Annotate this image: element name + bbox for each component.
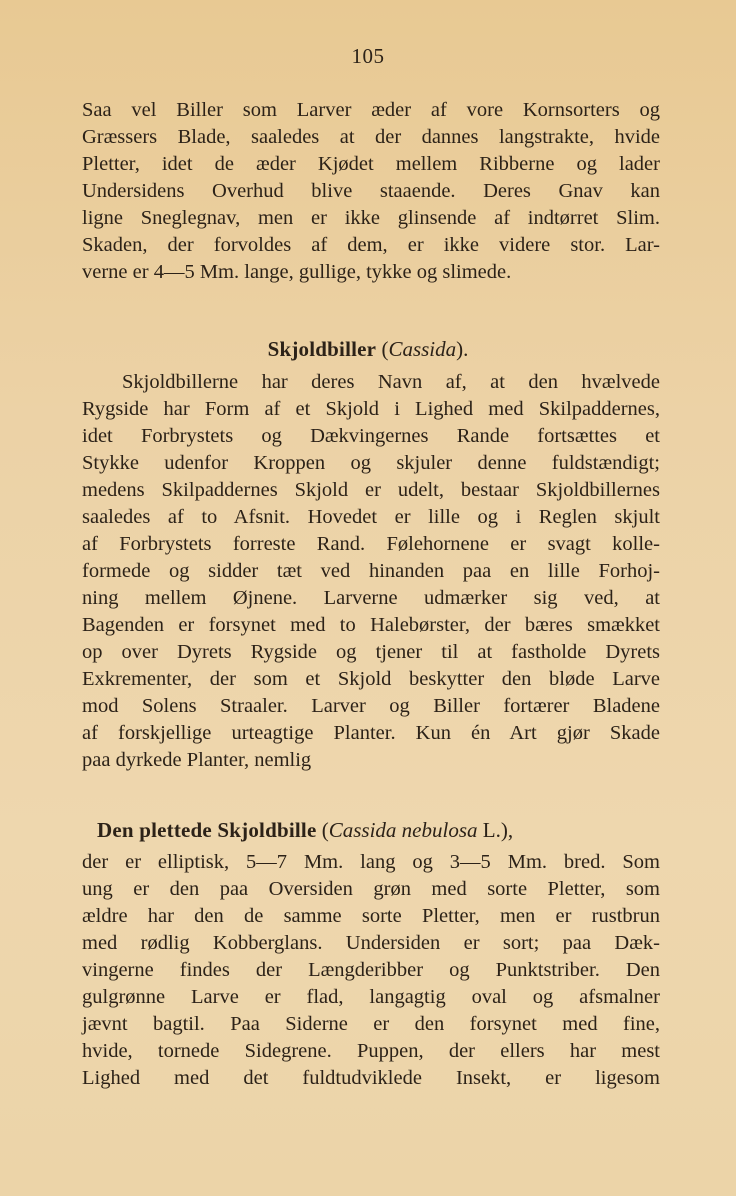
- text-line: paa dyrkede Planter, nemlig: [82, 749, 312, 771]
- text-line: Saa vel Biller som Larver æder af vore Kornsorters og: [82, 99, 660, 121]
- paragraph-1: [82, 97, 660, 286]
- section-heading-skjoldbiller: [0, 337, 736, 362]
- text-line: medens Skilpaddernes Skjold er udelt, bestaar Skjoldbillernes: [82, 479, 660, 501]
- text-line: Bagenden er forsynet med to Halebørster, der bæres smækket: [82, 614, 660, 636]
- paragraph-2: [82, 369, 660, 774]
- text-line: vingerne findes der Længderibber og Punktstriber. Den: [82, 959, 660, 981]
- text-line: Skjoldbillerne har deres Navn af, at den hvælvede: [122, 371, 660, 393]
- paragraph-3: [82, 849, 660, 1092]
- text-line: op over Dyrets Rygside og tjener til at fastholde Dyrets: [82, 641, 660, 663]
- page-number: 105: [351, 44, 385, 68]
- text-line: der er elliptisk, 5—7 Mm. lang og 3—5 Mm. bred. Som: [82, 851, 660, 873]
- text-line: Pletter, idet de æder Kjødet mellem Ribberne og lader: [82, 153, 660, 175]
- text-line: Lighed med det fuldtudviklede Insekt, er ligesom: [82, 1067, 660, 1089]
- text-line: verne er 4—5 Mm. lange, gullige, tykke og slimede.: [82, 261, 512, 283]
- text-line: Exkrementer, der som et Skjold beskytter den bløde Larve: [82, 668, 660, 690]
- text-line: idet Forbrystets og Dækvingernes Rande fortsættes et: [82, 425, 660, 447]
- heading-paren-close: ).: [456, 337, 469, 361]
- text-line: ung er den paa Oversiden grøn med sorte Pletter, som: [82, 878, 660, 900]
- text-line: gulgrønne Larve er flad, langagtig oval og afsmalner: [82, 986, 660, 1008]
- heading-paren-close: L.),: [477, 818, 514, 842]
- text-line: saaledes af to Afsnit. Hovedet er lille og i Reglen skjult: [82, 506, 660, 528]
- heading-paren-open: (: [376, 337, 389, 361]
- heading-bold: Den plettede Skjoldbille: [97, 818, 317, 842]
- text-line: Rygside har Form af et Skjold i Lighed med Skilpaddernes,: [82, 398, 660, 420]
- text-line: mod Solens Straaler. Larver og Biller fortærer Bladene: [82, 695, 660, 717]
- text-line: ligne Sneglegnav, men er ikke glinsende af indtørret Slim.: [82, 207, 660, 229]
- text-line: formede og sidder tæt ved hinanden paa en lille Forhoj-: [82, 560, 660, 582]
- text-line: Græssers Blade, saaledes at der dannes langstrakte, hvide: [82, 126, 660, 148]
- text-line: af forskjellige urteagtige Planter. Kun én Art gjør Skade: [82, 722, 660, 744]
- heading-bold: Skjoldbiller: [267, 337, 377, 361]
- section-heading-plettede-skjoldbille: [97, 818, 657, 843]
- heading-italic: Cassida: [388, 337, 457, 361]
- text-line: ning mellem Øjnene. Larverne udmærker sig ved, at: [82, 587, 660, 609]
- text-line: med rødlig Kobberglans. Undersiden er sort; paa Dæk-: [82, 932, 660, 954]
- text-line: af Forbrystets forreste Rand. Følehornene er svagt kolle-: [82, 533, 660, 555]
- heading-italic: Cassida nebulosa: [328, 818, 478, 842]
- heading-paren-open: (: [316, 818, 329, 842]
- text-line: Undersidens Overhud blive staaende. Deres Gnav kan: [82, 180, 660, 202]
- text-line: Skaden, der forvoldes af dem, er ikke videre stor. Lar-: [82, 234, 660, 256]
- text-line: jævnt bagtil. Paa Siderne er den forsynet med fine,: [82, 1013, 660, 1035]
- text-line: ældre har den de samme sorte Pletter, men er rustbrun: [82, 905, 660, 927]
- text-line: hvide, tornede Sidegrene. Puppen, der ellers har mest: [82, 1040, 660, 1062]
- text-line: Stykke udenfor Kroppen og skjuler denne fuldstændigt;: [82, 452, 660, 474]
